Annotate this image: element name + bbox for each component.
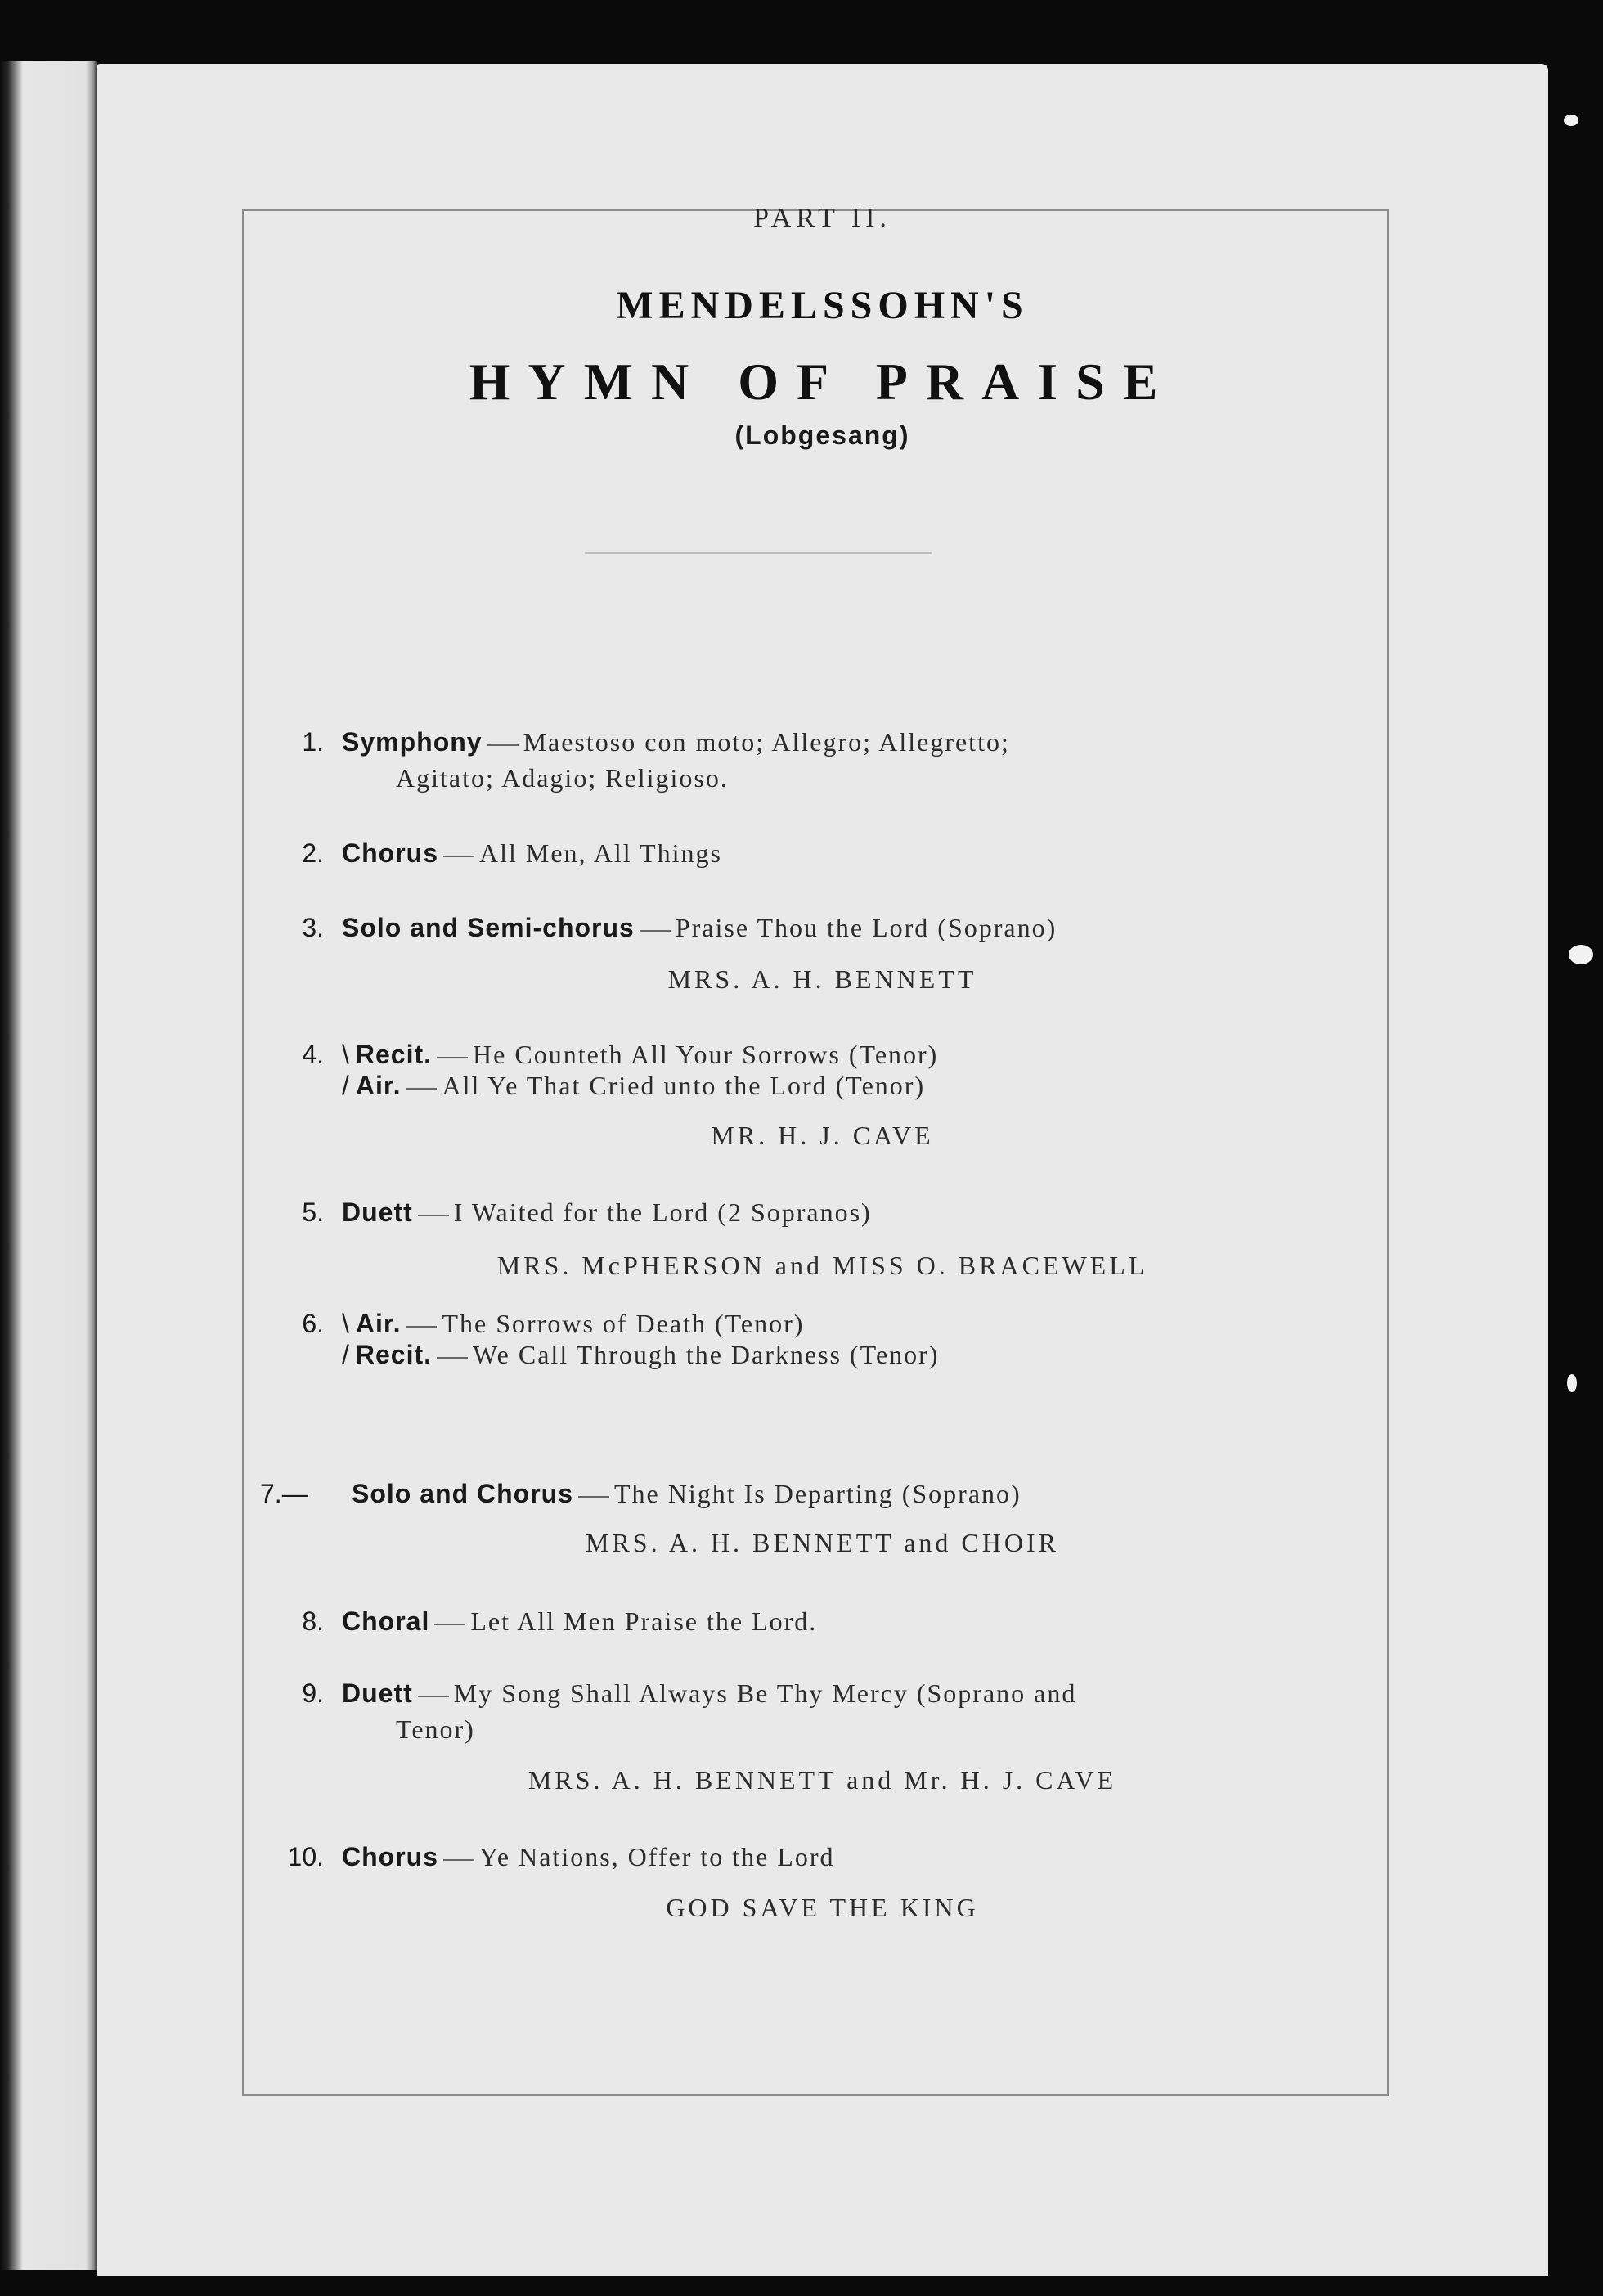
performer-line-3: MRS. A. H. BENNETT [667,964,977,994]
book-binding-edge [0,61,97,2270]
item-work: The Sorrows of Death (Tenor) [442,1309,805,1338]
item-number: 4. [302,1040,324,1069]
item-work: The Night Is Departing (Soprano) [614,1479,1022,1508]
item-label: Recit. [355,1340,433,1369]
work-title: HYMN OF PRAISE [469,353,1176,411]
item-work: All Men, All Things [479,838,722,868]
item-work: Let All Men Praise the Lord. [470,1606,818,1636]
item-label: Chorus [342,838,438,868]
item-number: 9. [302,1678,324,1708]
dash-separator [640,930,671,932]
item-label: Air. [355,1309,402,1338]
work-subtitle: (Lobgesang) [734,420,910,450]
item-work: We Call Through the Darkness (Tenor) [473,1340,940,1369]
item-work: I Waited for the Lord (2 Sopranos) [453,1197,872,1227]
item-label: Solo and Semi-chorus [342,913,635,942]
dash-separator [418,1215,449,1216]
item-number: 10. [287,1842,324,1871]
item-work-continued: Agitato; Adagio; Religioso. [396,763,729,793]
brace-bottom-glyph: / [342,1340,349,1369]
item-label: Duett [342,1197,413,1227]
item-number: 6. [302,1309,324,1338]
closing-anthem: GOD SAVE THE KING [666,1893,979,1922]
performer-line-5: MRS. McPHERSON and MISS O. BRACEWELL [496,1251,1148,1280]
dash-separator [437,1357,468,1359]
brace-top-glyph: \ [342,1309,349,1338]
item-label: Symphony [342,727,483,757]
item-work-continued: Tenor) [396,1714,475,1744]
dash-separator [443,856,474,857]
brace-top-glyph: \ [342,1040,349,1069]
item-number: 1. [302,727,324,757]
item-work: Ye Nations, Offer to the Lord [479,1842,835,1871]
item-work: My Song Shall Always Be Thy Mercy (Soprano and [453,1678,1077,1708]
item-label: Choral [342,1606,430,1636]
scan-speck [1569,945,1593,964]
dash-separator [443,1859,474,1861]
scan-speck [1564,115,1578,126]
item-number: 8. [302,1606,324,1636]
item-label: Recit. [355,1040,433,1069]
item-label: Solo and Chorus [352,1479,573,1508]
scan-speck [1567,1374,1577,1392]
page-border-frame [242,209,1389,2096]
composer-heading: MENDELSSOHN'S [616,284,1029,327]
item-work: He Counteth All Your Sorrows (Tenor) [473,1040,939,1069]
dash-separator [418,1696,449,1697]
item-number: 7.— [260,1479,308,1508]
dash-separator [406,1088,437,1090]
performer-line-9: MRS. A. H. BENNETT and Mr. H. J. CAVE [528,1765,1117,1795]
item-work: Praise Thou the Lord (Soprano) [675,913,1057,942]
performer-line-4: MR. H. J. CAVE [711,1121,934,1150]
program-page [97,64,1548,2276]
item-label: Duett [342,1678,413,1708]
dash-separator [434,1624,465,1625]
performer-line-7: MRS. A. H. BENNETT and CHOIR [586,1528,1059,1557]
item-label: Chorus [342,1842,438,1871]
dash-separator [406,1326,437,1328]
dash-separator [487,744,519,746]
item-work: Maestoso con moto; Allegro; Allegretto; [523,727,1010,757]
part-heading: PART II. [753,203,891,233]
item-number: 5. [302,1197,324,1227]
dash-separator [578,1496,609,1498]
divider-rule [585,552,932,554]
item-number: 3. [302,913,324,942]
item-work: All Ye That Cried unto the Lord (Tenor) [442,1071,926,1100]
item-label: Air. [355,1071,402,1100]
dash-separator [437,1057,468,1058]
item-number: 2. [302,838,324,868]
brace-bottom-glyph: / [342,1071,349,1100]
